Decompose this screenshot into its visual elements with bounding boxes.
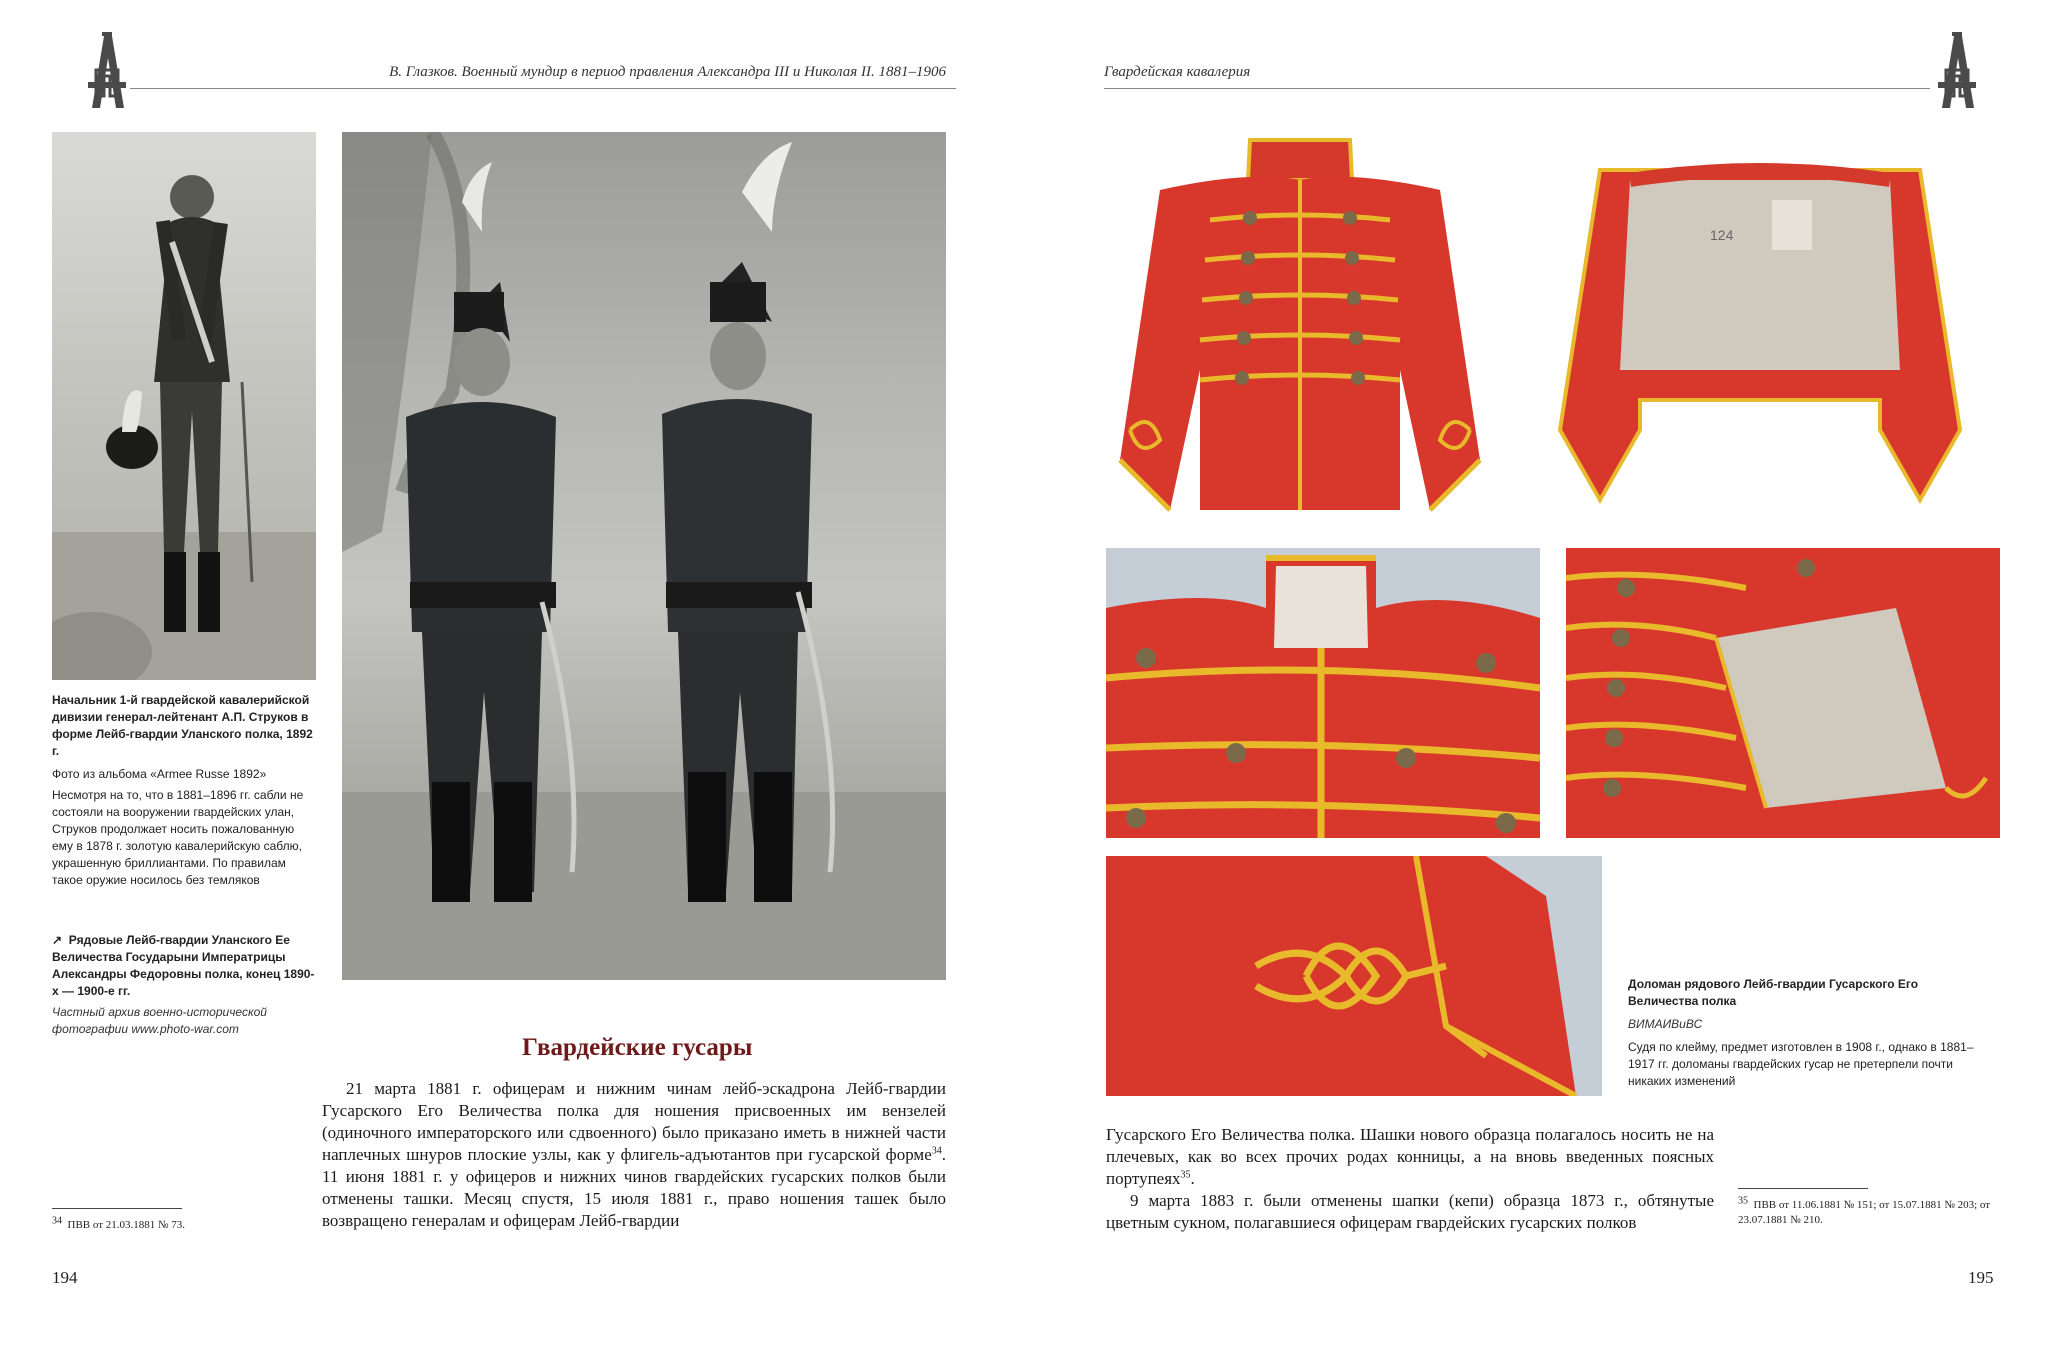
monogram-logo-icon <box>82 30 132 114</box>
footnote-right <box>1738 1195 2000 1228</box>
general-portrait-photo <box>52 132 316 680</box>
page-number-right: 195 <box>1968 1268 1994 1287</box>
footnote-text-35: ПВВ от 11.06.1881 № 151; от 15.07.1881 № 203; от 23.07.1881 № 210. <box>1738 1199 1991 1226</box>
footnote-ref-35[interactable]: 35 <box>1180 1169 1191 1181</box>
running-head-left: В. Глазков. Военный мундир в период правления Александра III и Николая II. 1881–1906 <box>389 64 946 80</box>
dolman-caption-source: ВИМАИВиВС <box>1628 1017 1703 1031</box>
running-head-right: Гвардейская кавалерия <box>1104 64 1251 80</box>
footnote-ref-34[interactable]: 34 <box>931 1145 942 1157</box>
svg-text:124: 124 <box>1710 227 1734 243</box>
footnote-left <box>52 1215 312 1233</box>
footnote-rule-left <box>52 1208 182 1209</box>
jacket-front-photo <box>1100 130 1500 520</box>
page-number-left: 194 <box>52 1268 78 1287</box>
body-text-right <box>1106 1124 1714 1234</box>
soldiers-photo <box>342 132 946 980</box>
header-rule <box>130 88 956 89</box>
jacket-open-photo <box>1540 130 1980 520</box>
paragraph-right-2: 9 марта 1883 г. были отменены шапки (кепи) образца 1873 г., обтянутые цветным сукном, полагавшиеся офицерам гвардейских гусарских полков <box>1106 1191 1714 1232</box>
section-title: Гвардейские гусары <box>522 1034 753 1061</box>
footnote-num-35: 35 <box>1738 1195 1748 1207</box>
footnote-num-34: 34 <box>52 1215 62 1227</box>
side-detail-photo <box>1566 548 2000 838</box>
soldiers-caption-title: Рядовые Лейб-гвардии Уланского Ее Величества Государыни Императрицы Александры Федоровны полка, конец 1890-х — 1900-е гг. <box>52 933 315 998</box>
body-text-left <box>322 1078 946 1232</box>
dolman-caption-title: Доломан рядового Лейб-гвардии Гусарского Его Величества полка <box>1628 977 1919 1008</box>
portrait-caption-source: Фото из альбома «Armee Russe 1892» <box>52 767 267 781</box>
portrait-caption-title: Начальник 1-й гвардейской кавалерийской дивизии генерал-лейтенант А.П. Струков в форме Лейб-гвардии Уланского полка, 1892 г. <box>52 693 313 758</box>
header-rule-right <box>1104 88 1930 89</box>
paragraph-right-part2: . <box>1190 1169 1195 1188</box>
collar-detail-photo <box>1106 548 1540 838</box>
paragraph-left-part2: . 11 июня 1881 г. у офицеров и нижних чинов гвардейских гусарских полков были отменены ташки. Месяц спустя, 15 июля 1881 г., право ношения ташек было возвращено генералам и офицерам Лейб-гвардии <box>322 1145 946 1230</box>
sleeve-detail-photo <box>1106 856 1602 1096</box>
footnote-rule-right <box>1738 1188 1868 1189</box>
monogram-logo-icon-right <box>1932 30 1982 114</box>
soldiers-caption-source: Частный архив военно-исторической фотографии www.photo-war.com <box>52 1005 267 1036</box>
arrow-up-right-icon: ↗ <box>52 933 63 947</box>
soldiers-caption <box>52 932 318 1042</box>
paragraph-left-part1: 21 марта 1881 г. офицерам и нижним чинам лейб-эскадрона Лейб-гвардии Гусарского Его Величества полка для ношения присвоенных им вензелей (одиночного императорского или сдвоенного) было приказано иметь в нижней части наплечных шнуров плоские узлы, как у флигель-адъютантов при гусарской форме <box>322 1079 946 1164</box>
dolman-caption-note: Судя по клейму, предмет изготовлен в 1908 г., однако в 1881–1917 гг. доломаны гвардейских гусар не претерпели почти никаких изменений <box>1628 1040 1974 1088</box>
dolman-caption <box>1628 976 1988 1090</box>
portrait-caption-note: Несмотря на то, что в 1881–1896 гг. сабли не состояли на вооружении гвардейских улан, Струков продолжает носить пожалованную ему в 1878 г. золотую кавалерийскую саблю, украшенную бриллиантами. По правилам такое оружие носилось без темляков <box>52 788 304 887</box>
portrait-caption <box>52 692 318 889</box>
footnote-text-34: ПВВ от 21.03.1881 № 73. <box>67 1219 186 1231</box>
paragraph-right-part1: Гусарского Его Величества полка. Шашки нового образца полагалось носить не на плечевых, как во всех прочих родах конницы, а на вновь введенных поясных портупеях <box>1106 1125 1714 1188</box>
